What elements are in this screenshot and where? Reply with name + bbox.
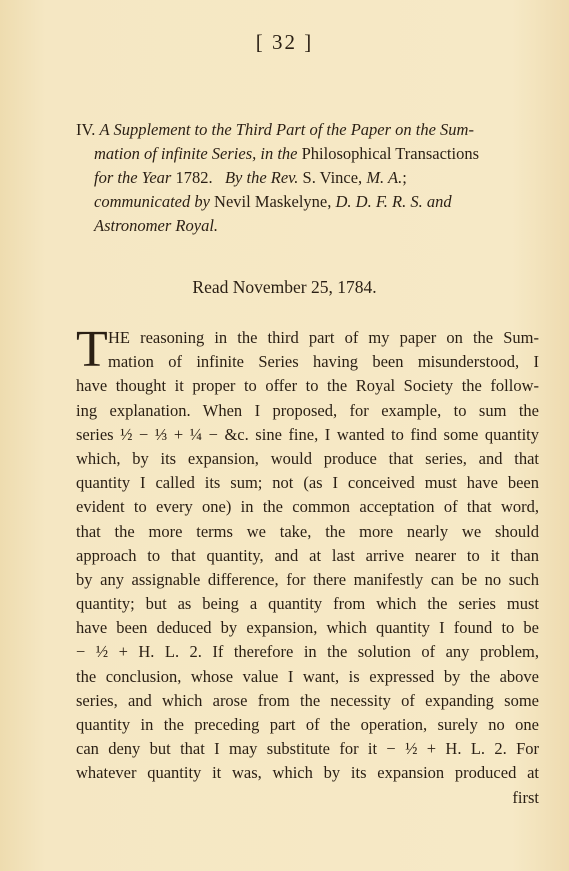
body-line: the conclusion, whose value I want, is expressed by the above bbox=[76, 666, 539, 686]
body-line: that the more terms we take, the more nearly we should bbox=[76, 521, 539, 541]
title-line-2-roman: Philosophical Transactions bbox=[301, 144, 479, 163]
title-line-4-italic-b: D. D. F. R. S. and bbox=[335, 192, 452, 211]
title-line-5 bbox=[76, 214, 540, 238]
title-line-3-italic-b: By the Rev. bbox=[224, 168, 299, 187]
title-line-4-roman: Nevil Maskelyne, bbox=[214, 192, 332, 211]
title-line-2-italic: mation of infinite Series, in the bbox=[94, 144, 298, 163]
body-text bbox=[76, 321, 539, 810]
drop-cap: T bbox=[76, 321, 108, 378]
title-line-1 bbox=[76, 118, 540, 142]
body-line: − ½ + H. L. 2. If therefore in the solution of any problem, bbox=[76, 642, 539, 662]
catchword: first bbox=[512, 787, 539, 807]
read-date: Read November 25, 1784. bbox=[192, 277, 377, 297]
body-line: which, by its expansion, would produce that series, and that bbox=[76, 448, 539, 468]
body-line: have thought it proper to offer to the Royal Society the follow- bbox=[76, 376, 539, 396]
body-line: quantity; but as being a quantity from which the series must bbox=[76, 594, 539, 614]
section-number: IV. bbox=[76, 120, 96, 139]
body-line: mation of infinite Series having been misunderstood, I bbox=[108, 352, 539, 372]
body-line: HE reasoning in the third part of my paper on the Sum- bbox=[108, 328, 539, 347]
body-line: series, and which arose from the necessity of expanding some bbox=[76, 690, 539, 710]
title-line-4 bbox=[76, 190, 540, 214]
title-line-1-text: A Supplement to the Third Part of the Paper on the Sum- bbox=[99, 120, 474, 139]
body-line: series ½ − ⅓ + ¼ − &c. sine fine, I wanted to find some quantity bbox=[76, 424, 539, 444]
title-line-3-italic-c: M. A. bbox=[366, 168, 403, 187]
title-line-3 bbox=[76, 166, 540, 190]
body-line: ing explanation. When I proposed, for example, to sum the bbox=[76, 400, 539, 420]
article-title bbox=[76, 118, 540, 238]
body-line: have been deduced by expansion, which quantity I found to be bbox=[76, 618, 539, 638]
title-line-3-roman-b: S. Vince, bbox=[302, 168, 363, 187]
body-line: quantity in the preceding part of the operation, surely no one bbox=[76, 715, 539, 734]
body-line: can deny but that I may substitute for it − ½ + H. L. 2. For bbox=[76, 739, 539, 759]
body-line: evident to every one) in the common acceptation of that word, bbox=[76, 497, 539, 517]
title-line-2 bbox=[76, 142, 540, 166]
page-number: [ 32 ] bbox=[255, 30, 314, 54]
body-line: whatever quantity it was, which by its expansion produced at bbox=[76, 763, 539, 783]
title-line-5-italic: Astronomer Royal. bbox=[94, 216, 219, 235]
title-line-3-italic-a: for the Year bbox=[94, 168, 172, 187]
body-line: quantity I called its sum; not (as I conceived must have been bbox=[76, 473, 539, 493]
title-line-3-roman-c: ; bbox=[402, 168, 407, 187]
body-line: approach to that quantity, and at last arrive nearer to it than bbox=[76, 545, 539, 565]
title-line-3-roman-a: 1782. bbox=[175, 168, 213, 187]
body-line: by any assignable difference, for there manifestly can be no such bbox=[76, 569, 539, 589]
title-line-4-italic-a: communicated by bbox=[94, 192, 210, 211]
